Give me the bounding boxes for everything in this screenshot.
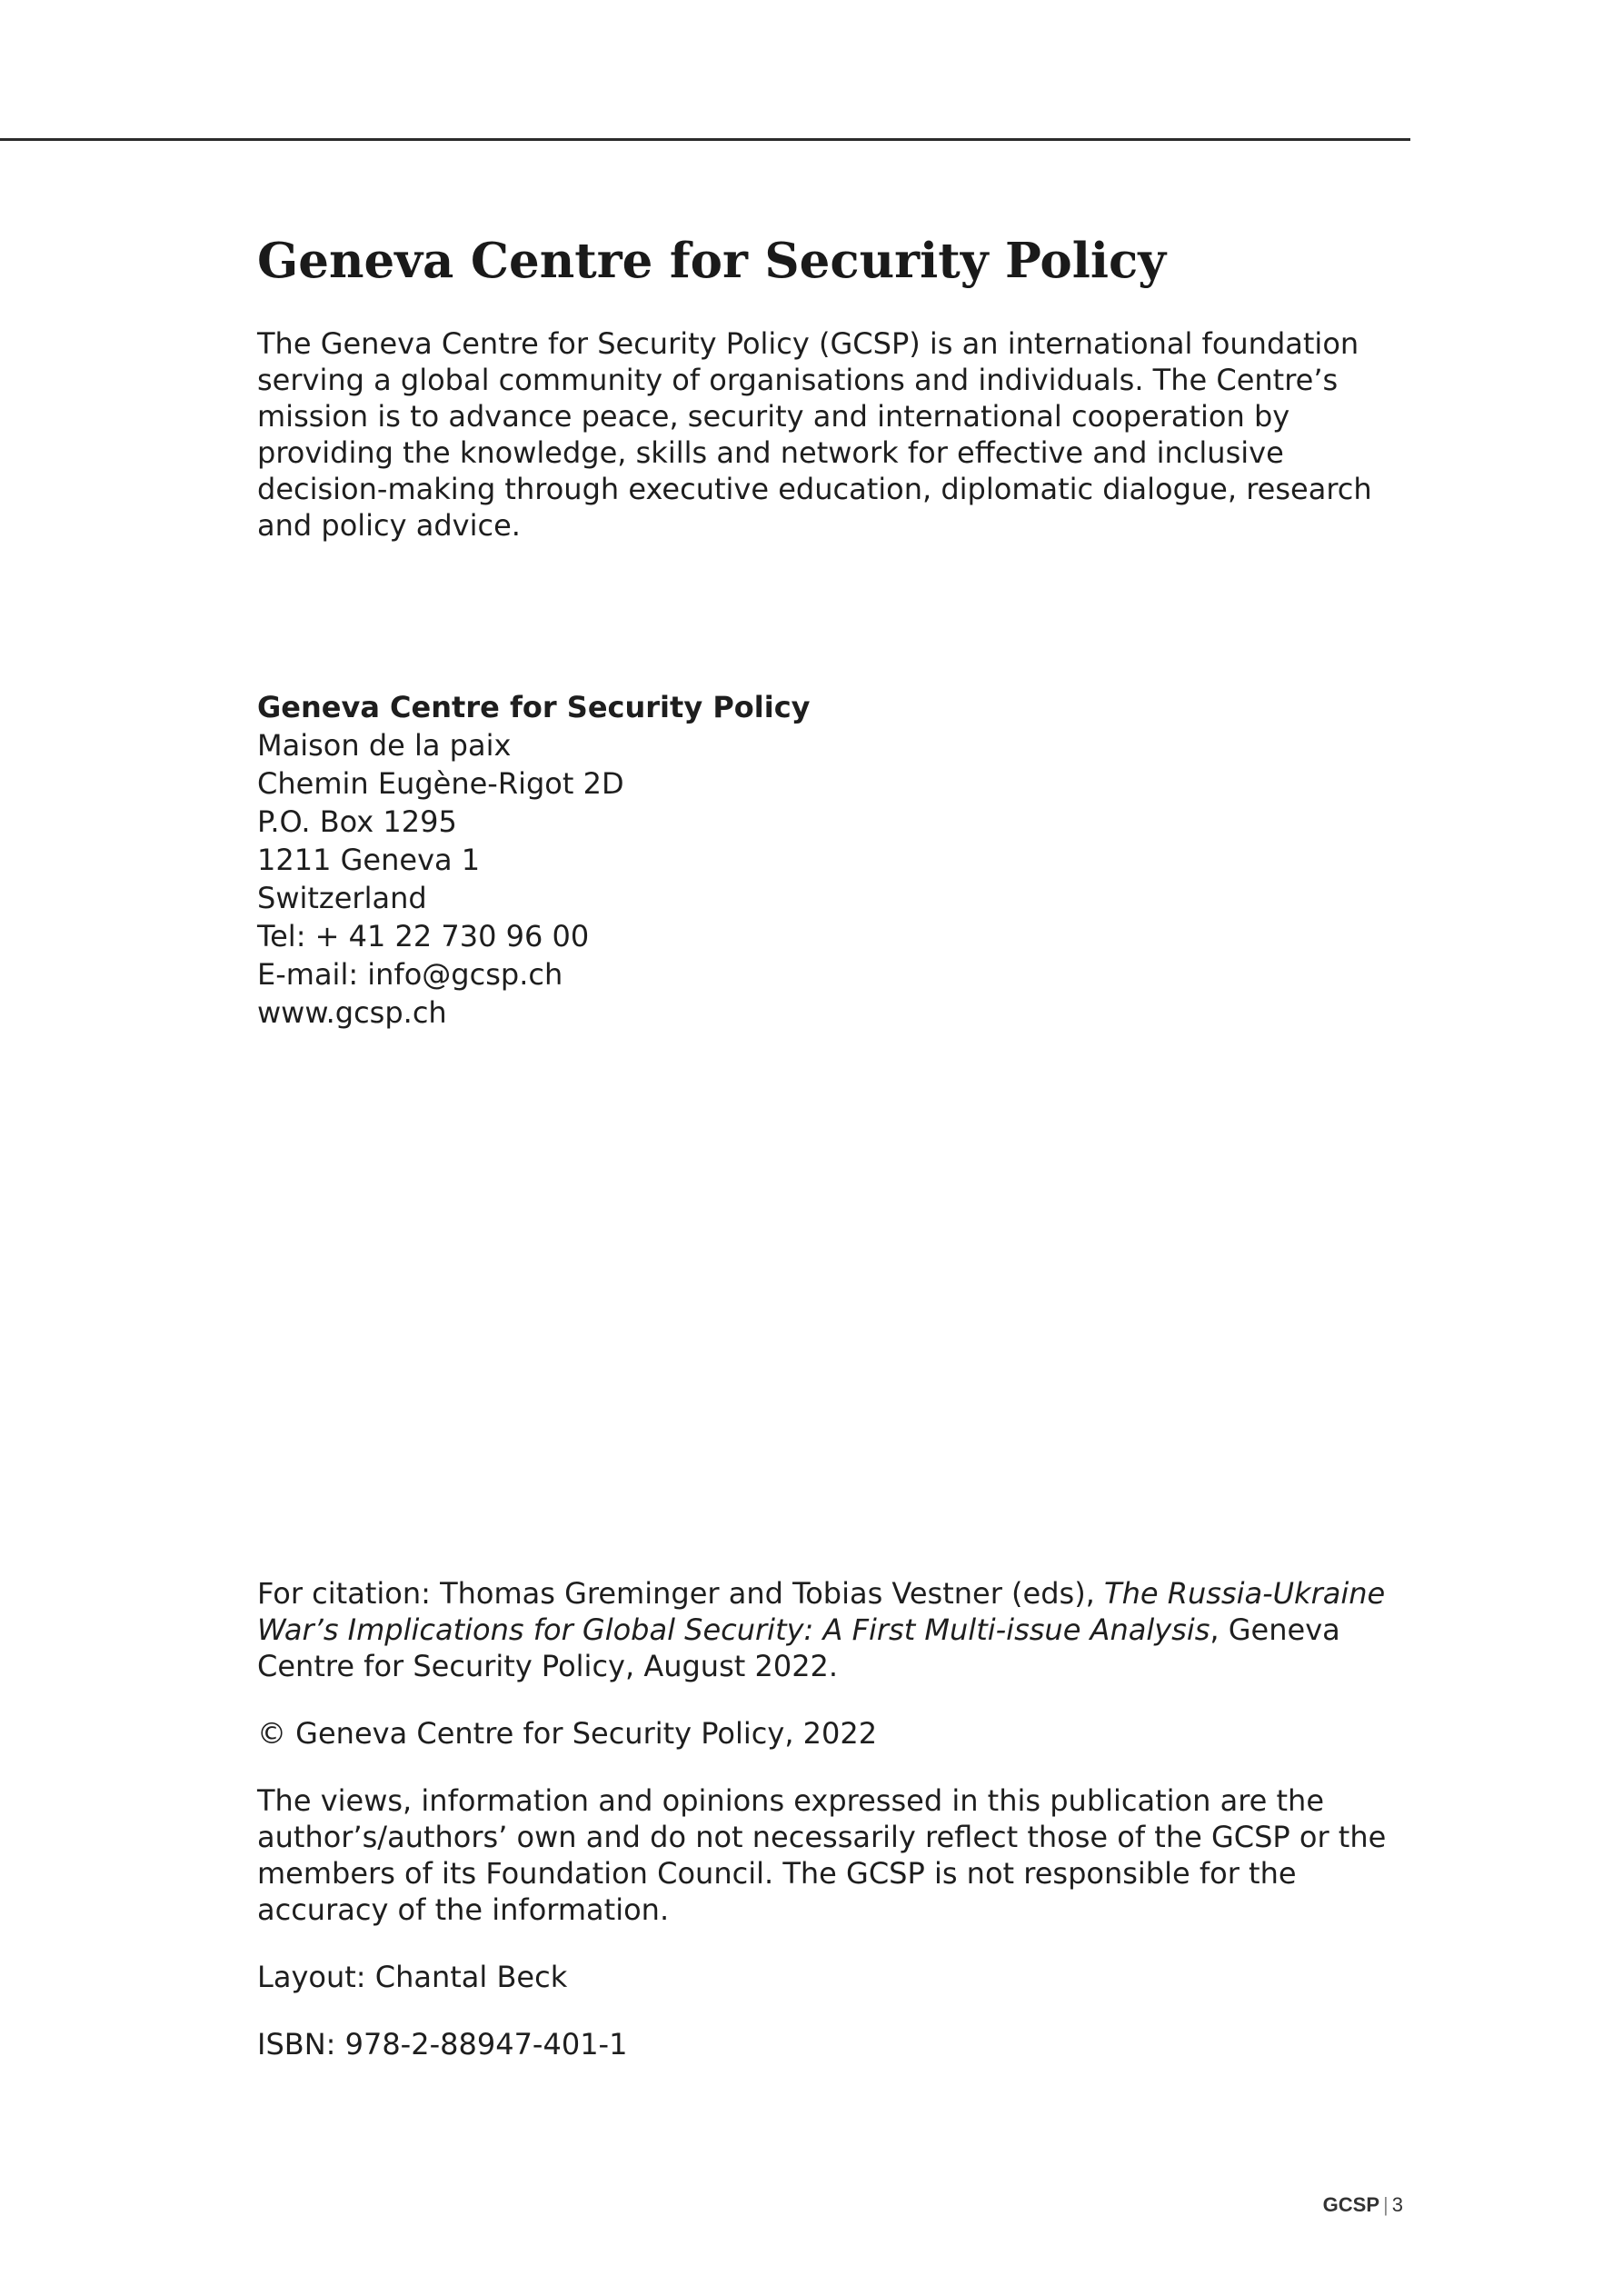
citation-paragraph: [257, 1575, 1402, 1684]
address-line-building: Maison de la paix: [257, 728, 512, 763]
address-line-country: Switzerland: [257, 881, 427, 915]
intro-paragraph: The Geneva Centre for Security Policy (GCSP) is an international foundation serving a global community of organisations and individuals. The Centre’s mission is to advance peace, security and international cooperation by providing the knowledge, skills and network for effective and inclusive decision-making through executive education, diplomatic dialogue, research and policy advice.: [257, 326, 1372, 543]
address-line-email[interactable]: E-mail: info@gcsp.ch: [257, 957, 563, 992]
citation-suffix: , Geneva Centre for Security Policy, August 2022.: [257, 1612, 1340, 1683]
address-line-po-box: P.O. Box 1295: [257, 804, 457, 839]
address-block: [257, 688, 1402, 1032]
copyright-notice: © Geneva Centre for Security Policy, 2022: [257, 1716, 878, 1751]
address-line-street: Chemin Eugène-Rigot 2D: [257, 766, 624, 801]
layout-credit: Layout: Chantal Beck: [257, 1960, 568, 1994]
footer-brand: GCSP: [1322, 2193, 1380, 2216]
address-line-phone: Tel: + 41 22 730 96 00: [257, 919, 590, 953]
citation-title: The Russia-Ukraine War’s Implications for Global Security: A First Multi-issue Analysis: [257, 1576, 1386, 1647]
top-rule: [0, 138, 1410, 141]
page-number: 3: [1391, 2193, 1403, 2216]
page-footer: [1309, 2193, 1403, 2217]
address-line-city: 1211 Geneva 1: [257, 843, 481, 877]
page-title: Geneva Centre for Security Policy: [257, 233, 1167, 289]
footer-separator: |: [1383, 2193, 1389, 2216]
citation-prefix: For citation: Thomas Greminger and Tobias Vestner (eds),: [257, 1576, 1105, 1611]
isbn: ISBN: 978-2-88947-401-1: [257, 2027, 628, 2061]
disclaimer-paragraph: The views, information and opinions expressed in this publication are the author’s/authors’ own and do not necessarily reflect those of the GCSP or the members of its Foundation Council. The GCSP is not responsible for the accuracy of the information.: [257, 1783, 1387, 1927]
address-org: Geneva Centre for Security Policy: [257, 690, 811, 724]
legal-block: [257, 1575, 1402, 2093]
address-line-website[interactable]: www.gcsp.ch: [257, 995, 447, 1030]
